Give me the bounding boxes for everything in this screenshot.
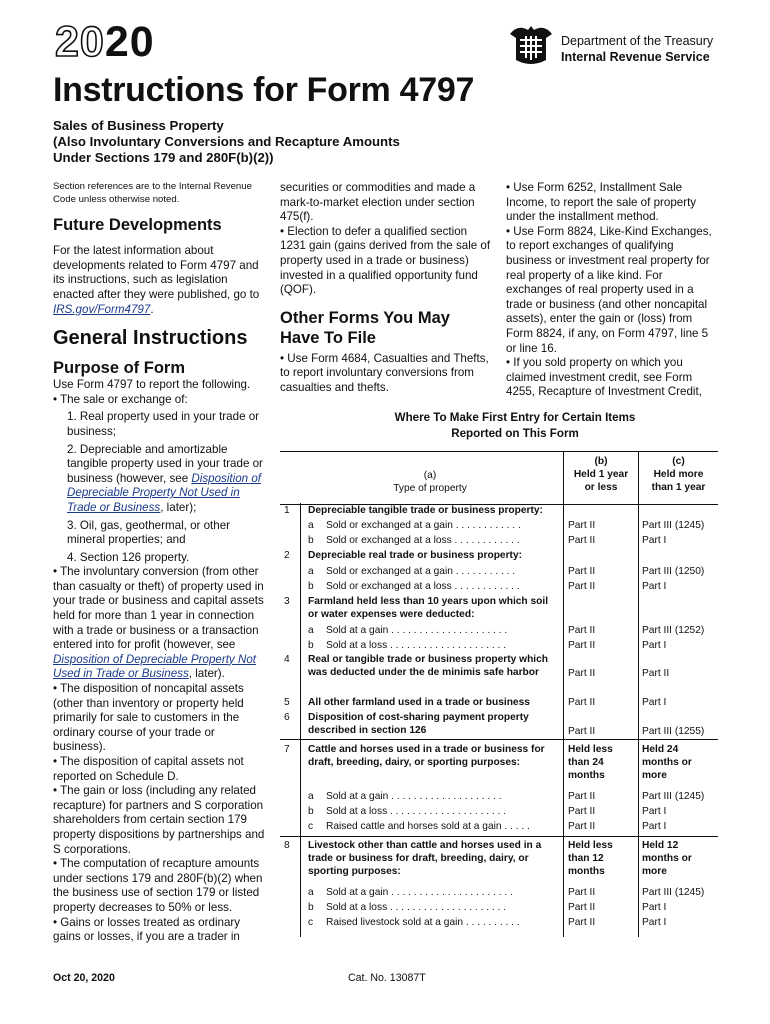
bullet-election: • Election to defer a qualified section 1231 gain (gains derived from the sale of property used in a trade or business) invested in a qualified opportunity fund (QOF). [280, 224, 491, 297]
row-description [308, 806, 560, 819]
cell-col-c: Part I [642, 917, 667, 928]
bullet-trader: • Gains or losses treated as ordinary gains or losses, if you are a trader in [53, 915, 241, 944]
agency-block [561, 33, 713, 65]
row-number: 7 [284, 744, 290, 755]
bullet-form8824: • Use Form 8824, Like-Kind Exchanges, to report exchanges of qualifying business or investment real property for real property of a like kind. For exchanges of real property used in a trade or business (and other noncapital assets), enter the gain or (loss) from Form 8824, if any, on Form 4797, line 5 or line 16. [506, 224, 712, 355]
header-text: (c) [672, 456, 685, 467]
irs-form4797-link[interactable]: IRS.gov/Form4797 [53, 302, 151, 316]
row-letter: a [308, 520, 314, 531]
bullet-capital: • The disposition of capital assets not reported on Schedule D. [53, 755, 244, 783]
row-description: Cattle and horses used in a trade or business for draft, breeding, dairy, or sporting purposes: [308, 744, 545, 768]
cell-col-b: Held less than 12 months [568, 840, 613, 877]
bullet-recapture: • The computation of recapture amounts under sections 179 and 280F(b)(2) when the business use of section 179 or listed property decreases to 50% or less. [53, 857, 263, 914]
cell-col-c: Part I [642, 535, 667, 546]
cell-col-b: Part II [568, 917, 596, 928]
left-column [53, 181, 267, 945]
future-text: For the latest information about developments related to Form 4797 and its instructions, such as legislation enacted after they were published, go to [53, 244, 260, 301]
cell-col-b: Part II [568, 625, 596, 636]
header-text: Type of property [393, 482, 467, 494]
cell-col-b: Part II [568, 726, 596, 737]
subtitle-line: Sales of Business Property [53, 118, 224, 133]
cell-col-b: Part II [568, 640, 596, 651]
cell-col-b: Part II [568, 566, 596, 577]
row-description [308, 581, 560, 594]
row-number: 5 [284, 697, 290, 708]
cell-col-b: Part II [568, 520, 596, 531]
cell-col-b: Part II [568, 535, 596, 546]
irs-eagle-logo-icon [506, 20, 556, 70]
row-separator [280, 836, 718, 837]
row-text: Sold at a loss . . . . . . . . . . . . . . . . . . . . . [326, 902, 507, 913]
purpose-heading: Purpose of Form [53, 359, 186, 378]
header-col-c [639, 456, 718, 494]
cell-col-c: Part I [642, 902, 667, 913]
cell-col-b: Part II [568, 697, 596, 708]
purpose-intro: Use Form 4797 to report the following. [53, 378, 251, 392]
row-text: Sold at a gain . . . . . . . . . . . . . . . . . . . . [326, 791, 502, 802]
cell-col-c: Part I [642, 806, 667, 817]
row-number: 3 [284, 596, 290, 607]
bullet-text: , later). [188, 667, 225, 681]
row-text: Sold or exchanged at a gain . . . . . . . . . . . [326, 566, 516, 577]
bullet-form4684: • Use Form 4684, Casualties and Thefts, to report involuntary conversions from casualties and thefts. [280, 351, 489, 394]
row-description: Depreciable tangible trade or business property: [308, 505, 543, 516]
row-description [308, 625, 560, 638]
cell-col-c: Held 24 months or more [642, 744, 692, 781]
column-divider [563, 503, 564, 937]
row-description: Livestock other than cattle and horses used in a trade or business for draft, breeding, dairy, or sporting purposes: [308, 840, 542, 877]
cell-col-b: Part II [568, 581, 596, 592]
list-item: 4. Section 126 property. [67, 550, 190, 564]
cell-col-c: Part I [642, 697, 667, 708]
row-text: Sold at a loss . . . . . . . . . . . . . . . . . . . . . [326, 640, 507, 651]
row-text: Sold or exchanged at a loss . . . . . . . . . . . . [326, 581, 520, 592]
row-description [308, 887, 560, 900]
row-text: Sold or exchanged at a gain . . . . . . . . . . . . [326, 520, 521, 531]
header-col-b [564, 456, 638, 494]
cell-col-c: Part III (1245) [642, 520, 705, 531]
future-developments-text [53, 244, 267, 317]
list-text: , later); [160, 500, 197, 514]
right-column [506, 181, 718, 400]
cell-col-b: Part II [568, 821, 596, 832]
row-description: Depreciable real trade or business property: [308, 550, 523, 561]
page-title: Instructions for Form 4797 [53, 71, 475, 109]
cell-col-c: Part III (1255) [642, 726, 705, 737]
row-description [308, 520, 560, 533]
row-description [308, 535, 560, 548]
bullet-gain-loss: • The gain or loss (including any related recapture) for partners and S corporation shareholders from certain section 179 property dispositions by partnerships and S corporations. [53, 784, 265, 856]
row-text: Sold at a gain . . . . . . . . . . . . . . . . . . . . . . [326, 887, 513, 898]
list-item: 1. Real property used in your trade or business; [67, 410, 260, 438]
disposition-link[interactable]: Disposition of Depreciable Property Not Used in Trade or Business [53, 652, 256, 681]
header-text: Held more [653, 468, 704, 480]
caption-line: Where To Make First Entry for Certain Items [394, 411, 636, 424]
row-description: Real or tangible trade or business property which was deducted under the de minimis safe harbor [308, 654, 549, 678]
section-references: Section references are to the Internal Revenue Code unless otherwise noted. [53, 181, 252, 205]
row-description [308, 917, 560, 930]
row-separator [280, 739, 718, 740]
row-description [308, 640, 560, 653]
cell-col-b: Part II [568, 887, 596, 898]
row-letter: a [308, 566, 314, 577]
table-header [280, 451, 718, 505]
bullet-form6252: • Use Form 6252, Installment Sale Income, to report the sale of property under the installment method. [506, 181, 697, 224]
row-text: Raised cattle and horses sold at a gain . . . . . [326, 821, 530, 832]
row-text: Raised livestock sold at a gain . . . . . . . . . . [326, 917, 520, 928]
year-outline-digits: 20 [55, 18, 105, 66]
row-letter: b [308, 640, 314, 651]
row-letter: b [308, 902, 314, 913]
row-description [308, 566, 560, 579]
future-end: . [150, 302, 154, 316]
caption-line: Reported on This Form [451, 427, 579, 440]
row-description: Disposition of cost-sharing payment property described in section 126 [308, 712, 529, 736]
cell-col-c: Part I [642, 581, 667, 592]
row-description: Farmland held less than 10 years upon which soil or water expenses were deducted: [308, 596, 549, 620]
row-letter: a [308, 625, 314, 636]
list-text: 2. Depreciable and amortizable tangible property used in your trade or business (however, see [67, 442, 263, 485]
row-number: 8 [284, 840, 290, 851]
bullet-noncapital: • The disposition of noncapital assets (other than inventory or property held primarily for sale to customers in the ordinary course of your trade or business). [53, 682, 244, 754]
cell-col-c: Part II [642, 668, 670, 679]
row-text: Sold or exchanged at a loss . . . . . . . . . . . . [326, 535, 520, 546]
middle-column [280, 181, 492, 396]
row-letter: a [308, 791, 314, 802]
cell-col-b: Held less than 24 months [568, 744, 613, 781]
bullet-text: • The involuntary conversion (from other than casualty or theft) of property used in your trade or business and capital assets held for more than 1 year in connection with a trade or business or a transaction entered into for profit (however, see [53, 565, 264, 652]
form-year [55, 18, 155, 66]
header-text: Held 1 year [573, 468, 629, 480]
table-caption [300, 410, 730, 442]
disposition-link[interactable]: Disposition of Depreciable Property Not Used in Trade or Business [67, 471, 262, 514]
footer-catalog-number: Cat. No. 13087T [348, 972, 426, 984]
cell-col-c: Part III (1245) [642, 791, 705, 802]
bullet-involuntary [53, 565, 267, 682]
column-divider [638, 503, 639, 937]
row-letter: a [308, 887, 314, 898]
continued-text: securities or commodities and made a mark-to-market election under section 475(f). [280, 181, 476, 224]
footer-date: Oct 20, 2020 [53, 972, 115, 984]
row-description [308, 791, 560, 804]
bullet-sale-exchange: • The sale or exchange of: [53, 392, 188, 406]
cell-col-b: Part II [568, 806, 596, 817]
row-letter: c [308, 917, 314, 928]
row-description [308, 902, 560, 915]
row-letter: b [308, 581, 314, 592]
bullet-investment-credit: • If you sold property on which you claimed investment credit, see Form 4255, Recapture of Investment Credit, [506, 356, 702, 399]
row-number: 2 [284, 550, 290, 561]
header-text: (b) [594, 456, 608, 467]
year-solid-digits: 20 [104, 18, 155, 66]
cell-col-c: Part I [642, 821, 667, 832]
row-letter: b [308, 535, 314, 546]
entry-table [280, 451, 718, 937]
subtitle-line: Under Sections 179 and 280F(b)(2)) [53, 150, 274, 165]
cell-col-c: Part III (1252) [642, 625, 705, 636]
header-col-a [300, 470, 560, 496]
cell-col-b: Part II [568, 668, 596, 679]
cell-col-c: Part III (1245) [642, 887, 705, 898]
row-letter: c [308, 821, 314, 832]
row-number: 1 [284, 505, 290, 516]
subtitle-line: (Also Involuntary Conversions and Recapture Amounts [53, 134, 400, 149]
cell-col-c: Held 12 months or more [642, 840, 692, 877]
header-text: (a) [423, 470, 437, 481]
cell-col-b: Part II [568, 902, 596, 913]
row-text: Sold at a loss . . . . . . . . . . . . . . . . . . . . . [326, 806, 507, 817]
header-text: or less [584, 481, 618, 493]
page-subtitle [53, 118, 523, 166]
general-instructions-heading: General Instructions [53, 327, 248, 350]
list-item [53, 443, 267, 516]
cell-col-c: Part III (1250) [642, 566, 705, 577]
row-text: Sold at a gain . . . . . . . . . . . . . . . . . . . . . [326, 625, 508, 636]
row-description [308, 821, 560, 834]
other-forms-heading: Other Forms You May Have To File [280, 308, 450, 347]
agency-irs: Internal Revenue Service [561, 50, 710, 64]
agency-dept: Department of the Treasury [561, 34, 714, 48]
column-divider [300, 503, 301, 937]
cell-col-c: Part I [642, 640, 667, 651]
list-item: 3. Oil, gas, geothermal, or other mineral properties; and [67, 518, 231, 547]
future-developments-heading: Future Developments [53, 216, 222, 235]
row-number: 6 [284, 712, 290, 723]
row-letter: b [308, 806, 314, 817]
header-text: than 1 year [651, 481, 706, 493]
row-description: All other farmland used in a trade or business [308, 697, 530, 708]
cell-col-b: Part II [568, 791, 596, 802]
row-number: 4 [284, 654, 290, 665]
